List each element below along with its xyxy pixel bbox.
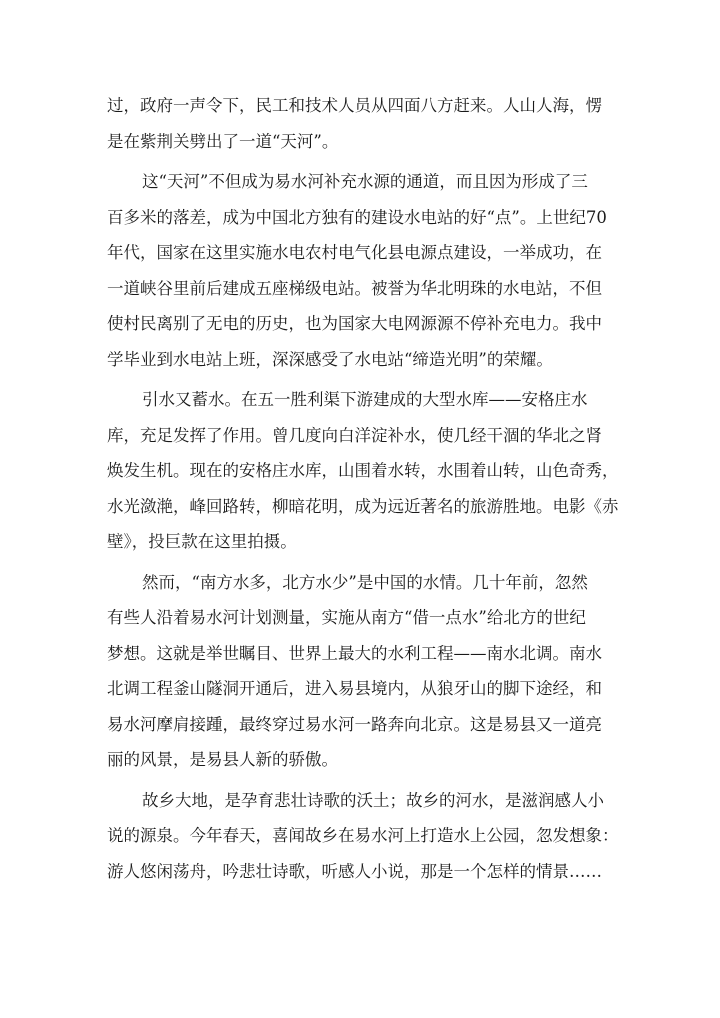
paragraph-5: [107, 783, 619, 890]
text-line: 游人悠闲荡舟，吟悲壮诗歌，听感人小说，那是一个怎样的情景……: [107, 861, 602, 881]
text-line: 北调工程釜山隧洞开通后，进入易县境内，从狼牙山的脚下途经，和: [107, 679, 602, 698]
text-line: 库，充足发挥了作用。曾几度向白洋淀补水，使几经干涸的华北之肾: [107, 425, 602, 445]
text-line: 故乡大地，是孕育悲壮诗歌的沃土；故乡的河水，是滋润感人小: [142, 790, 604, 810]
text-line: 使村民离别了无电的历史，也为国家大电网源源不停补充电力。我中: [107, 314, 602, 333]
text-line: 学毕业到水电站上班，深深感受了水电站“缔造光明”的荣耀。: [107, 349, 553, 369]
text-line: 有些人沿着易水河计划测量，实施从南方“借一点水”给北方的世纪: [107, 608, 586, 627]
text-line: 一道峡谷里前后建成五座梯级电站。被誉为华北明珠的水电站，不但: [107, 278, 602, 298]
text-line: 然而，“南方水多，北方水少”是中国的水情。几十年前，忽然: [142, 572, 588, 592]
text-line: 水光潋滟，峰回路转，柳暗花明，成为远近著名的旅游胜地。电影《赤: [107, 496, 619, 516]
text-line: 年代，国家在这里实施水电农村电气化县电源点建设，一举成功，在: [107, 243, 602, 262]
paragraph-2: [107, 164, 613, 377]
paragraph-4: [107, 565, 613, 778]
text-line: 易水河摩肩接踵，最终穿过易水河一路奔向北京。这是易县又一道亮: [107, 714, 602, 734]
text-line: 焕发生机。现在的安格庄水库，山围着水转，水围着山转，山色奇秀，: [107, 461, 619, 480]
paragraph-3: [107, 382, 619, 560]
text-line: 梦想。这就是举世瞩目、世界上最大的水利工程——南水北调。南水: [107, 643, 602, 663]
text-line: 引水又蓄水。在五一胜利渠下游建成的大型水库——安格庄水: [142, 390, 588, 409]
text-line: 壁》，投巨款在这里拍摄。: [107, 532, 297, 551]
paragraph-1: [107, 88, 613, 159]
text-line: 百多米的落差，成为中国北方独有的建设水电站的好“点”。上世纪70: [107, 207, 607, 227]
text-line: 说的源泉。今年春天，喜闻故乡在易水河上打造水上公园，忽发想象：: [107, 826, 619, 845]
text-line: 这“天河”不但成为易水河补充水源的通道，而且因为形成了三: [142, 172, 588, 191]
text-line: 是在紫荆关劈出了一道“天河”。: [107, 131, 339, 151]
text-line: 丽的风景，是易县人新的骄傲。: [107, 750, 338, 769]
article-body: [107, 88, 619, 889]
text-line: 过，政府一声令下，民工和技术人员从四面八方赶来。人山人海，愣: [107, 96, 602, 115]
